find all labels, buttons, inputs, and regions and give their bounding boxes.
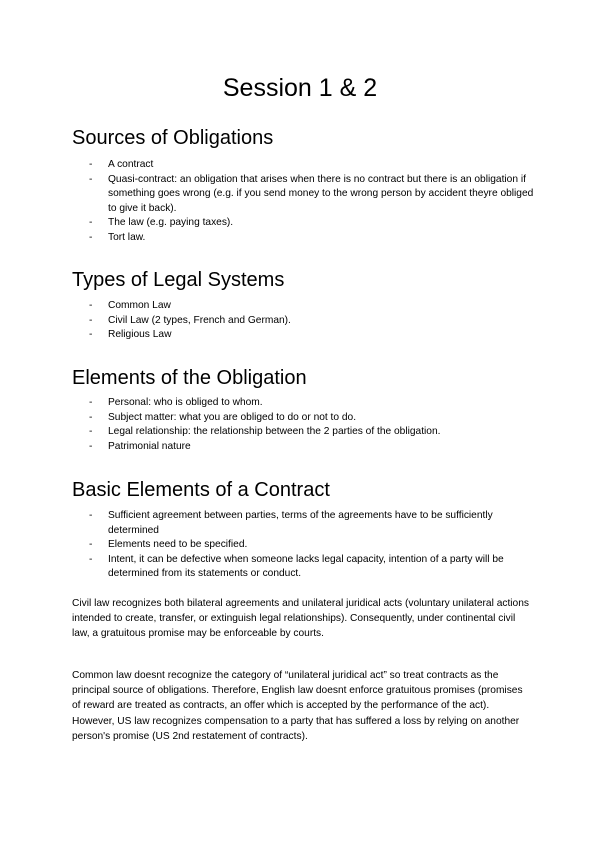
paragraph-civil-law: Civil law recognizes both bilateral agreements and unilateral juridical acts (voluntary unilateral actions intended to create, transfer, or extinguish legal relationships). Consequently, under continental civil law, a gratuitous promise may be enforceable by courts.: [72, 598, 529, 640]
list-item: - A contract: [72, 158, 542, 173]
list-item: - Civil Law (2 types, French and German).: [72, 314, 542, 329]
page-title: Session 1 & 2: [222, 74, 378, 102]
section-heading-sources-of-obligations: Sources of Obligations: [72, 127, 274, 149]
list-item: - Intent, it can be defective when someone lacks legal capacity, intention of a party will be determined from its statements or conduct.: [72, 553, 542, 582]
list-item: - The law (e.g. paying taxes).: [72, 216, 542, 231]
basic-elements-of-a-contract-list: [72, 509, 542, 582]
section-heading-elements-of-the-obligation: Elements of the Obligation: [72, 367, 307, 389]
list-item: - Personal: who is obliged to whom.: [72, 396, 542, 411]
list-item: - Quasi-contract: an obligation that arises when there is no contract but there is an obligation if something goes wrong (e.g. if you send money to the wrong person by accident theyre obliged to give it back).: [72, 173, 542, 217]
sources-of-obligations-list: [72, 158, 542, 246]
list-item: - Elements need to be specified.: [72, 538, 542, 553]
paragraph-common-law: Common law doesnt recognize the category of “unilateral juridical act” so treat contracts as the principal source of obligations. Therefore, English law doesnt enforce gratuitous promises (promises of reward are treated as contracts, an offer which is accepted by the performance of the act). However, US law recognizes compensation to a party that has suffered a loss by relying on another person's promise (US 2nd restatement of contracts).: [72, 670, 523, 742]
section-heading-basic-elements-of-a-contract: Basic Elements of a Contract: [72, 479, 330, 501]
list-item: - Common Law: [72, 299, 542, 314]
list-item: - Tort law.: [72, 231, 542, 246]
list-item: - Sufficient agreement between parties, terms of the agreements have to be sufficiently determined: [72, 509, 542, 538]
list-item: - Subject matter: what you are obliged to do or not to do.: [72, 411, 542, 426]
types-of-legal-systems-list: [72, 299, 542, 343]
section-heading-types-of-legal-systems: Types of Legal Systems: [72, 269, 285, 291]
elements-of-the-obligation-list: [72, 396, 542, 454]
list-item: - Patrimonial nature: [72, 440, 542, 455]
list-item: - Legal relationship: the relationship between the 2 parties of the obligation.: [72, 425, 542, 440]
list-item: - Religious Law: [72, 328, 542, 343]
